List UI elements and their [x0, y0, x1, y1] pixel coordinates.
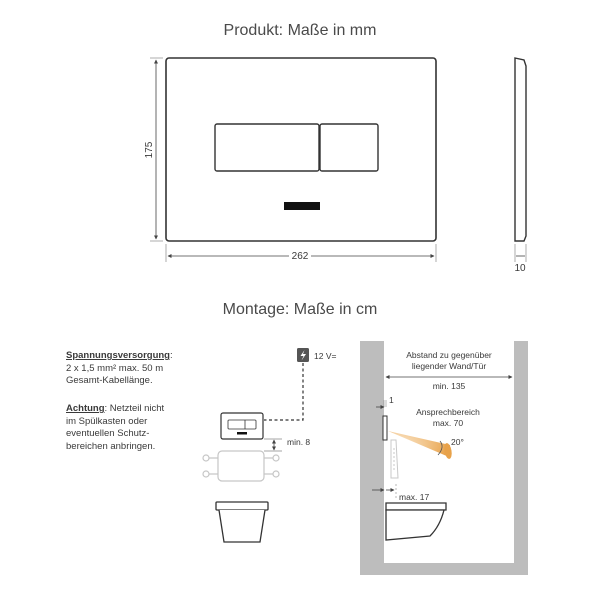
supply-note [66, 350, 176, 388]
product-title: Produkt: Maße in mm [223, 22, 377, 39]
cistern-section [391, 440, 398, 478]
wall-distance-dimension [386, 350, 512, 391]
sensor-beam [388, 431, 450, 457]
warning-title: Achtung [66, 403, 105, 414]
plate-side-section [383, 416, 387, 440]
warning-line3: eventuellen Schutz- [66, 428, 150, 439]
min-distance-label: min. 8 [287, 437, 311, 447]
warning-line2: im Spülkasten oder [66, 415, 148, 427]
height-dimension [144, 58, 163, 241]
warning-colon: : [104, 403, 108, 414]
opposite-wall [514, 341, 528, 563]
supply-line2: Gesamt-Kabellänge. [66, 375, 153, 386]
sensor-window [284, 202, 320, 210]
flush-plate-side [515, 58, 526, 241]
toilet-side [386, 503, 446, 540]
depth-label: 10 [514, 263, 526, 274]
flush-button-right [320, 124, 378, 171]
warning-note [66, 403, 176, 453]
supply-colon: : [169, 350, 173, 361]
min-distance-dimension [264, 437, 310, 451]
toilet-bowl-front [216, 502, 268, 542]
wall-distance-line1: Abstand zu gegenüber [406, 350, 492, 360]
max-depth-label: max. 17 [399, 492, 430, 502]
voltage-label: 12 V= [314, 351, 337, 361]
width-dimension [166, 244, 436, 262]
wall-plate-small [221, 413, 263, 439]
cable-dashed [264, 363, 303, 420]
detection-line1: Ansprechbereich [416, 407, 480, 417]
supply-line1: 2 x 1,5 mm² max. 50 m [66, 362, 164, 374]
wall-distance-line2: liegender Wand/Tür [411, 361, 487, 371]
floor [360, 563, 528, 575]
angle-label: 20° [451, 437, 464, 447]
warning-line1: Netzteil nicht [107, 403, 165, 414]
width-label: 262 [291, 251, 309, 262]
cistern-outline [203, 451, 279, 481]
warning-line4: bereichen anbringen. [66, 440, 156, 452]
height-label: 175 [144, 141, 155, 159]
supply-title: Spannungsversorgung [66, 350, 170, 361]
wall-section [360, 341, 384, 563]
offset-label: 1 [389, 395, 394, 405]
detection-line2: max. 70 [432, 418, 464, 428]
wall-distance-value: min. 135 [432, 381, 466, 391]
flush-button-left [215, 124, 319, 171]
depth-dimension [514, 244, 526, 274]
power-supply-icon [297, 348, 309, 362]
mounting-title: Montage: Maße in cm [222, 301, 378, 318]
